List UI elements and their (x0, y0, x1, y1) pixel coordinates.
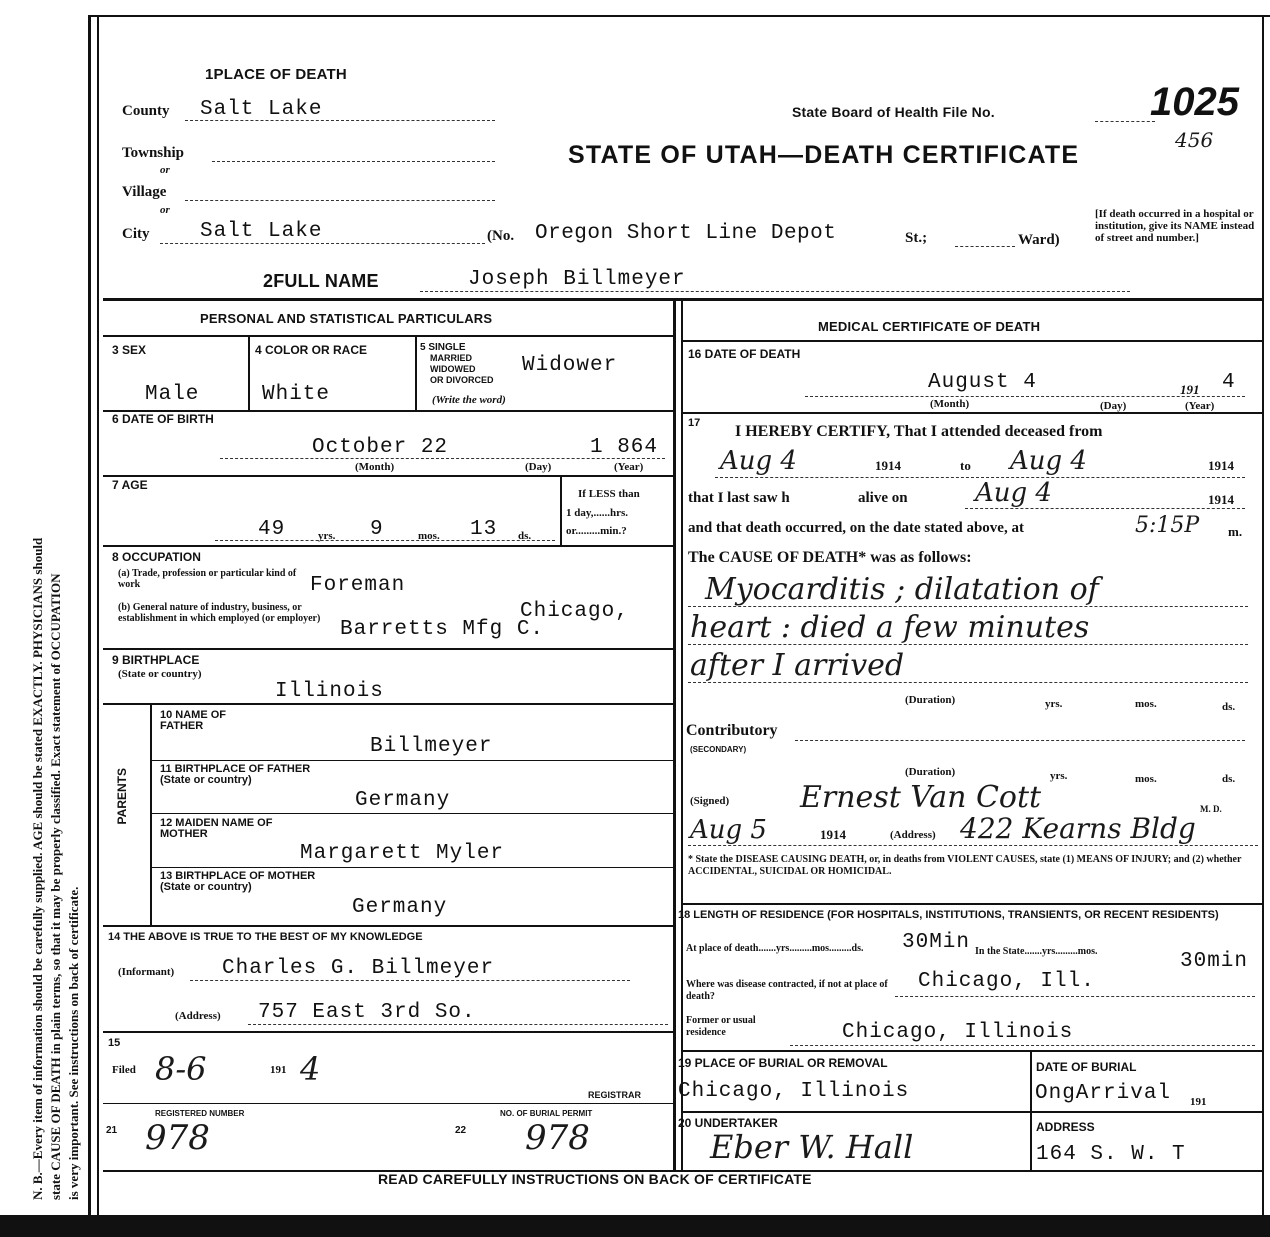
duration-mos-2: mos. (1135, 773, 1157, 785)
occupation-value: Foreman (310, 574, 406, 597)
address-label: (Address) (175, 1010, 221, 1022)
city-line (160, 243, 485, 244)
city-label: City (122, 226, 150, 242)
undertaker-label: 20 UNDERTAKER (678, 1116, 778, 1130)
burial-place-value: Chicago, Illinois (678, 1080, 910, 1103)
reg-number-label: REGISTERED NUMBER (155, 1109, 245, 1118)
employer-value: Barretts Mfg C. (340, 618, 545, 641)
alive-on-label: alive on (858, 490, 908, 506)
file-no-line (1095, 121, 1155, 122)
cause-line-1-rule (688, 606, 1248, 607)
side-note-left: N. B.—Every item of information should be carefully supplied. AGE should be stated EXACTLY. PHYSICIANS should (30, 537, 45, 1200)
age-mos-unit: mos. (418, 530, 440, 542)
contributory-line (795, 740, 1245, 741)
ward-label: Ward) (1018, 232, 1060, 248)
duration-label-2: (Duration) (905, 766, 956, 778)
row7-rule (103, 1031, 673, 1033)
row2-rule (103, 475, 673, 477)
full-name-label: 2FULL NAME (263, 271, 379, 291)
age-yrs-unit: yrs. (318, 530, 336, 542)
village-line (185, 200, 495, 201)
dod-year-end: 4 (1222, 371, 1236, 394)
informant-label: (Informant) (118, 966, 175, 978)
signed-value: Ernest Van Cott (800, 780, 1042, 815)
father-label: 10 NAME OF FATHER (160, 709, 227, 732)
row6-rule (103, 925, 673, 927)
duration-label-1: (Duration) (905, 694, 956, 706)
former-line (790, 1045, 1255, 1046)
attended-from: Aug 4 (720, 446, 797, 476)
cause-line-3-rule (688, 682, 1248, 683)
footnote: * State the DISEASE CAUSING DEATH, or, in deaths from VIOLENT CAUSES, state (1) MEANS OF INJURY; and (2) whether ACCIDENTAL, SUICIDAL OR HOMICIDAL. (688, 854, 1242, 877)
age-ds-unit: ds. (518, 530, 532, 542)
file-no-value: 1025 (1150, 80, 1239, 124)
cert-number: 17 (688, 417, 701, 429)
father-birthplace-value: Germany (355, 789, 451, 812)
father-value: Billmeyer (370, 735, 493, 758)
attended-to-year: 1914 (1208, 458, 1234, 473)
former-rule (683, 1050, 1263, 1052)
md-label: M. D. (1200, 804, 1222, 814)
burial-date-value: OngArrival (1035, 1082, 1172, 1105)
dob-month-sub: (Month) (355, 461, 395, 473)
father-birthplace-label: 11 BIRTHPLACE OF FATHER (State or country) (160, 763, 311, 786)
row5-rule (103, 703, 673, 705)
township-line (212, 161, 495, 162)
age-label: 7 AGE (112, 478, 148, 492)
employer-city: Chicago, (520, 600, 629, 623)
burial-permit-value: 978 (525, 1118, 590, 1158)
sex-label: 3 SEX (112, 343, 147, 357)
m-label: m. (1228, 524, 1243, 539)
row4-rule (103, 648, 673, 650)
st-label: St.; (905, 230, 928, 246)
marital-label-2: MARRIED (430, 353, 472, 363)
marital-label-4: OR DIVORCED (430, 375, 494, 385)
at-place-label: At place of death.......yrs.........mos.........ds. (686, 943, 864, 954)
color-label: 4 COLOR OR RACE (255, 343, 368, 357)
cause-line-2: heart : died a few minutes (690, 610, 1090, 645)
less-divider (560, 477, 562, 545)
signed-label: (Signed) (690, 795, 730, 807)
in-state-value: 30min (1180, 950, 1249, 973)
occurred-label: and that death occurred, on the date stated above, at (688, 520, 1024, 536)
row3-rule (103, 545, 673, 547)
place-of-death-label: 1PLACE OF DEATH (205, 66, 347, 83)
contracted-label: Where was disease contracted, if not at place of death? (686, 979, 888, 1002)
filed-year: 191 (270, 1064, 287, 1076)
to-label: to (960, 458, 971, 473)
birthplace-sub: (State or country) (118, 668, 202, 680)
less-note-1: If LESS than (578, 488, 640, 500)
city-value: Salt Lake (200, 220, 323, 243)
reg-number-value: 978 (145, 1118, 210, 1158)
street-value: Oregon Short Line Depot (535, 222, 837, 245)
county-label: County (122, 103, 170, 119)
parents-label: PARENTS (115, 768, 129, 825)
cause-line-2-rule (688, 644, 1248, 645)
marital-label-3: WIDOWED (430, 364, 476, 374)
dod-day-sub: (Day) (1100, 400, 1127, 412)
signed-year: 1914 (820, 827, 846, 842)
cause-label: The CAUSE OF DEATH* was as follows: (688, 549, 972, 566)
sig-address-value: 422 Kearns Bldg (960, 812, 1196, 845)
duration-mos-1: mos. (1135, 698, 1157, 710)
ward-line (955, 246, 1015, 247)
duration-yrs-1: yrs. (1045, 698, 1063, 710)
undertaker-address-value: 164 S. W. T (1036, 1143, 1186, 1166)
filed-year-end: 4 (300, 1050, 321, 1088)
burial-year: 191 (1190, 1096, 1207, 1108)
filed-label: Filed (112, 1064, 136, 1076)
sex-value: Male (145, 383, 200, 406)
color-divider (415, 337, 417, 410)
dod-line (805, 396, 1245, 397)
side-note-right: is very important. See instructions on back of certificate. (66, 886, 81, 1200)
contracted-line (895, 996, 1255, 997)
registrar-label: REGISTRAR (588, 1090, 642, 1100)
parents-divider (150, 705, 152, 927)
village-label: Village (122, 184, 167, 200)
file-no-label: State Board of Health File No. (792, 104, 995, 120)
full-name-value: Joseph Billmeyer (468, 268, 686, 291)
frame-left-line (88, 15, 91, 1215)
occupation-label: 8 OCCUPATION (112, 550, 201, 564)
last-saw-year: 1914 (1208, 492, 1234, 507)
footer-instructions: READ CAREFULLY INSTRUCTIONS ON BACK OF CERTIFICATE (378, 1171, 812, 1187)
dod-label: 16 DATE OF DEATH (688, 347, 801, 361)
certify-text: I HEREBY CERTIFY, That I attended deceased from (735, 423, 1103, 440)
attended-to: Aug 4 (1010, 446, 1087, 476)
age-years: 49 (258, 518, 286, 541)
footnote-rule (683, 903, 1263, 905)
burial-date-label: DATE OF BURIAL (1036, 1060, 1137, 1074)
contributory-label: Contributory (686, 722, 778, 739)
center-divider (673, 300, 676, 1172)
address-line (248, 1024, 668, 1025)
less-note-3: or.........min.? (566, 525, 627, 537)
cause-line-1: Myocarditis ; dilatation of (705, 572, 1099, 607)
undertaker-value: Eber W. Hall (710, 1128, 914, 1166)
occupation-a-label: (a) Trade, profession or particular kind of work (118, 568, 297, 590)
frame-top-line (90, 15, 1270, 17)
duration-ds-1: ds. (1222, 701, 1236, 713)
frame-right-line (1262, 15, 1264, 1215)
informant-value: Charles G. Billmeyer (222, 957, 495, 980)
dob-label: 6 DATE OF BIRTH (112, 412, 214, 426)
full-name-line (420, 291, 1130, 292)
in-state-label: In the State.......yrs.........mos. (975, 946, 1098, 957)
signed-date: Aug 5 (690, 815, 767, 845)
street-no-label: (No. (487, 228, 515, 244)
reg-number-num: 21 (106, 1125, 118, 1136)
attended-from-year: 1914 (875, 458, 901, 473)
marital-label-1: 5 SINGLE (420, 342, 466, 353)
former-label: Former or usual residence (686, 1015, 756, 1038)
burial-rule (683, 1111, 1263, 1113)
cause-line-3: after I arrived (690, 648, 905, 683)
dod-month-day: August 4 (928, 371, 1037, 394)
duration-ds-2: ds. (1222, 773, 1236, 785)
or-text-2: or (160, 204, 170, 216)
above-true-label: 14 THE ABOVE IS TRUE TO THE BEST OF MY KNOWLEDGE (108, 931, 423, 943)
medical-heading: MEDICAL CERTIFICATE OF DEATH (818, 319, 1041, 334)
filed-number: 15 (108, 1037, 121, 1049)
father-rule (150, 760, 673, 761)
marital-value: Widower (522, 354, 618, 377)
undertaker-address-label: ADDRESS (1036, 1120, 1095, 1134)
birthplace-label: 9 BIRTHPLACE (112, 653, 200, 667)
age-months: 9 (370, 518, 384, 541)
center-divider-2 (681, 300, 683, 1172)
last-saw-label: that I last saw h (688, 490, 790, 506)
township-label: Township (122, 145, 184, 161)
file-no-sub: 456 (1175, 128, 1214, 152)
dob-month-day: October 22 (312, 436, 449, 459)
former-value: Chicago, Illinois (842, 1021, 1074, 1044)
mother-birthplace-label: 13 BIRTHPLACE OF MOTHER (State or country) (160, 870, 316, 893)
mother-label: 12 MAIDEN NAME OF MOTHER (160, 817, 273, 840)
dod-month-sub: (Month) (930, 398, 970, 410)
secondary-label: (SECONDARY) (690, 745, 747, 754)
last-saw-date: Aug 4 (975, 478, 1052, 508)
sex-divider (248, 337, 250, 410)
dod-year-sub: (Year) (1185, 400, 1215, 412)
row8-rule (103, 1103, 673, 1104)
mother-birthplace-value: Germany (352, 896, 448, 919)
burial-place-label: 19 PLACE OF BURIAL OR REMOVAL (678, 1056, 888, 1070)
color-value: White (262, 383, 331, 406)
time-value: 5:15P (1135, 513, 1200, 538)
residence-label: 18 LENGTH OF RESIDENCE (FOR HOSPITALS, INSTITUTIONS, TRANSIENTS, OR RECENT RESIDENTS) (678, 909, 1219, 921)
dod-year-prefix: 191 (1180, 382, 1200, 397)
dob-day-sub: (Day) (525, 461, 552, 473)
medical-rule (683, 340, 1263, 342)
contracted-value: Chicago, Ill. (918, 970, 1095, 993)
sig-address-label: (Address) (890, 829, 936, 841)
personal-heading: PERSONAL AND STATISTICAL PARTICULARS (200, 311, 493, 326)
mother-value: Margarett Myler (300, 842, 505, 865)
personal-rule (103, 335, 673, 337)
certificate-title: STATE OF UTAH—DEATH CERTIFICATE (568, 141, 1080, 169)
sig-line (688, 845, 1258, 846)
or-text-1: or (160, 164, 170, 176)
at-place-value: 30Min (902, 931, 971, 954)
dob-year: 1 864 (590, 436, 659, 459)
hospital-note: [If death occurred in a hospital or institution, give its NAME instead of street and number.] (1095, 208, 1255, 244)
age-days: 13 (470, 518, 498, 541)
filed-value: 8-6 (155, 1050, 207, 1088)
marital-label-5: (Write the word) (432, 394, 506, 406)
frame-left-line-2 (97, 15, 99, 1215)
burial-permit-num: 22 (455, 1125, 467, 1136)
dod-rule (683, 412, 1263, 414)
informant-line (190, 980, 630, 981)
last-saw-line (965, 508, 1245, 509)
section-top-rule (103, 298, 1263, 301)
mother-rule (150, 867, 673, 868)
duration-yrs-2: yrs. (1050, 770, 1068, 782)
county-value: Salt Lake (200, 98, 323, 121)
dob-year-sub: (Year) (614, 461, 644, 473)
less-note-2: 1 day,......hrs. (566, 507, 629, 519)
occupation-b-label: (b) General nature of industry, business, or establishment in which employed (or employer) (118, 602, 321, 624)
bottom-edge (0, 1215, 1270, 1237)
side-note-middle: state CAUSE OF DEATH in plain terms, so that it may be properly classified. Exact statement of OCCUPATION (48, 573, 63, 1200)
father-bp-rule (150, 813, 673, 814)
burial-permit-label: NO. OF BURIAL PERMIT (500, 1109, 593, 1118)
address-value: 757 East 3rd So. (258, 1001, 476, 1024)
birthplace-value: Illinois (275, 680, 384, 703)
